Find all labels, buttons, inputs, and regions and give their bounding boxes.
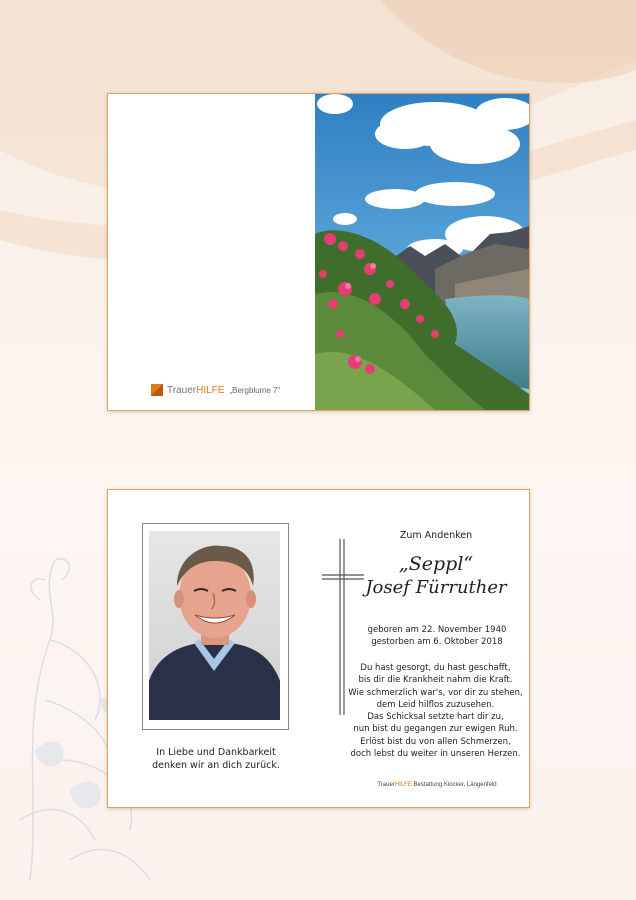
poem-line: nun bist du gegangen zur ewigen Ruh. bbox=[353, 724, 518, 735]
card-front bbox=[107, 93, 530, 411]
card-model-name: „Bergblume 7“ bbox=[229, 385, 281, 395]
deceased-nickname: „Seppl“ bbox=[398, 553, 474, 575]
poem-line: Du hast gesorgt, du hast geschafft, bbox=[360, 663, 511, 673]
alpine-lake-photo bbox=[315, 94, 529, 410]
brand-trauerhilfe bbox=[151, 384, 280, 396]
portrait-image bbox=[149, 531, 280, 720]
heading-zum-andenken: Zum Andenken bbox=[399, 530, 473, 541]
portrait-frame bbox=[142, 523, 289, 730]
poem-line: Erlöst bist du von allen Schmerzen, bbox=[360, 736, 511, 747]
memorial-poem bbox=[338, 662, 533, 760]
card-front-left-panel bbox=[108, 94, 315, 410]
birth-date: geboren am 22. November 1940 bbox=[367, 625, 507, 635]
in-memory-text bbox=[146, 746, 286, 772]
footer-undertaker bbox=[376, 782, 498, 788]
footer-brand-part2: HILFE bbox=[394, 782, 412, 788]
brand-name-part2: HILFE bbox=[196, 384, 225, 396]
footer-undertaker-name: Bestattung Klocker, Längenfeld bbox=[411, 782, 497, 788]
footer-brand-part1: Trauer bbox=[377, 782, 395, 788]
deceased-full-name: Josef Fürruther bbox=[365, 577, 507, 598]
poem-line: doch lebst du weiter in unseren Herzen. bbox=[350, 749, 521, 760]
in-memory-line-1: In Liebe und Dankbarkeit bbox=[156, 747, 276, 758]
brand-name-part1: Trauer bbox=[167, 384, 197, 396]
poem-line: bis dir die Krankheit nahm die Kraft. bbox=[358, 675, 513, 686]
trauerhilfe-logo-icon bbox=[151, 384, 163, 396]
card-back bbox=[107, 489, 530, 808]
death-date: gestorben am 6. Oktober 2018 bbox=[371, 636, 503, 647]
poem-line: Wie schmerzlich war's, vor dir zu stehen, bbox=[348, 687, 523, 698]
poem-line: Das Schicksal setzte hart dir zu, bbox=[367, 712, 504, 723]
portrait-photo bbox=[149, 531, 280, 720]
life-dates bbox=[352, 625, 522, 648]
landscape-image bbox=[315, 94, 529, 410]
poem-line: dem Leid hilflos zuzusehen. bbox=[376, 699, 495, 710]
in-memory-line-2: denken wir an dich zurück. bbox=[152, 760, 280, 771]
